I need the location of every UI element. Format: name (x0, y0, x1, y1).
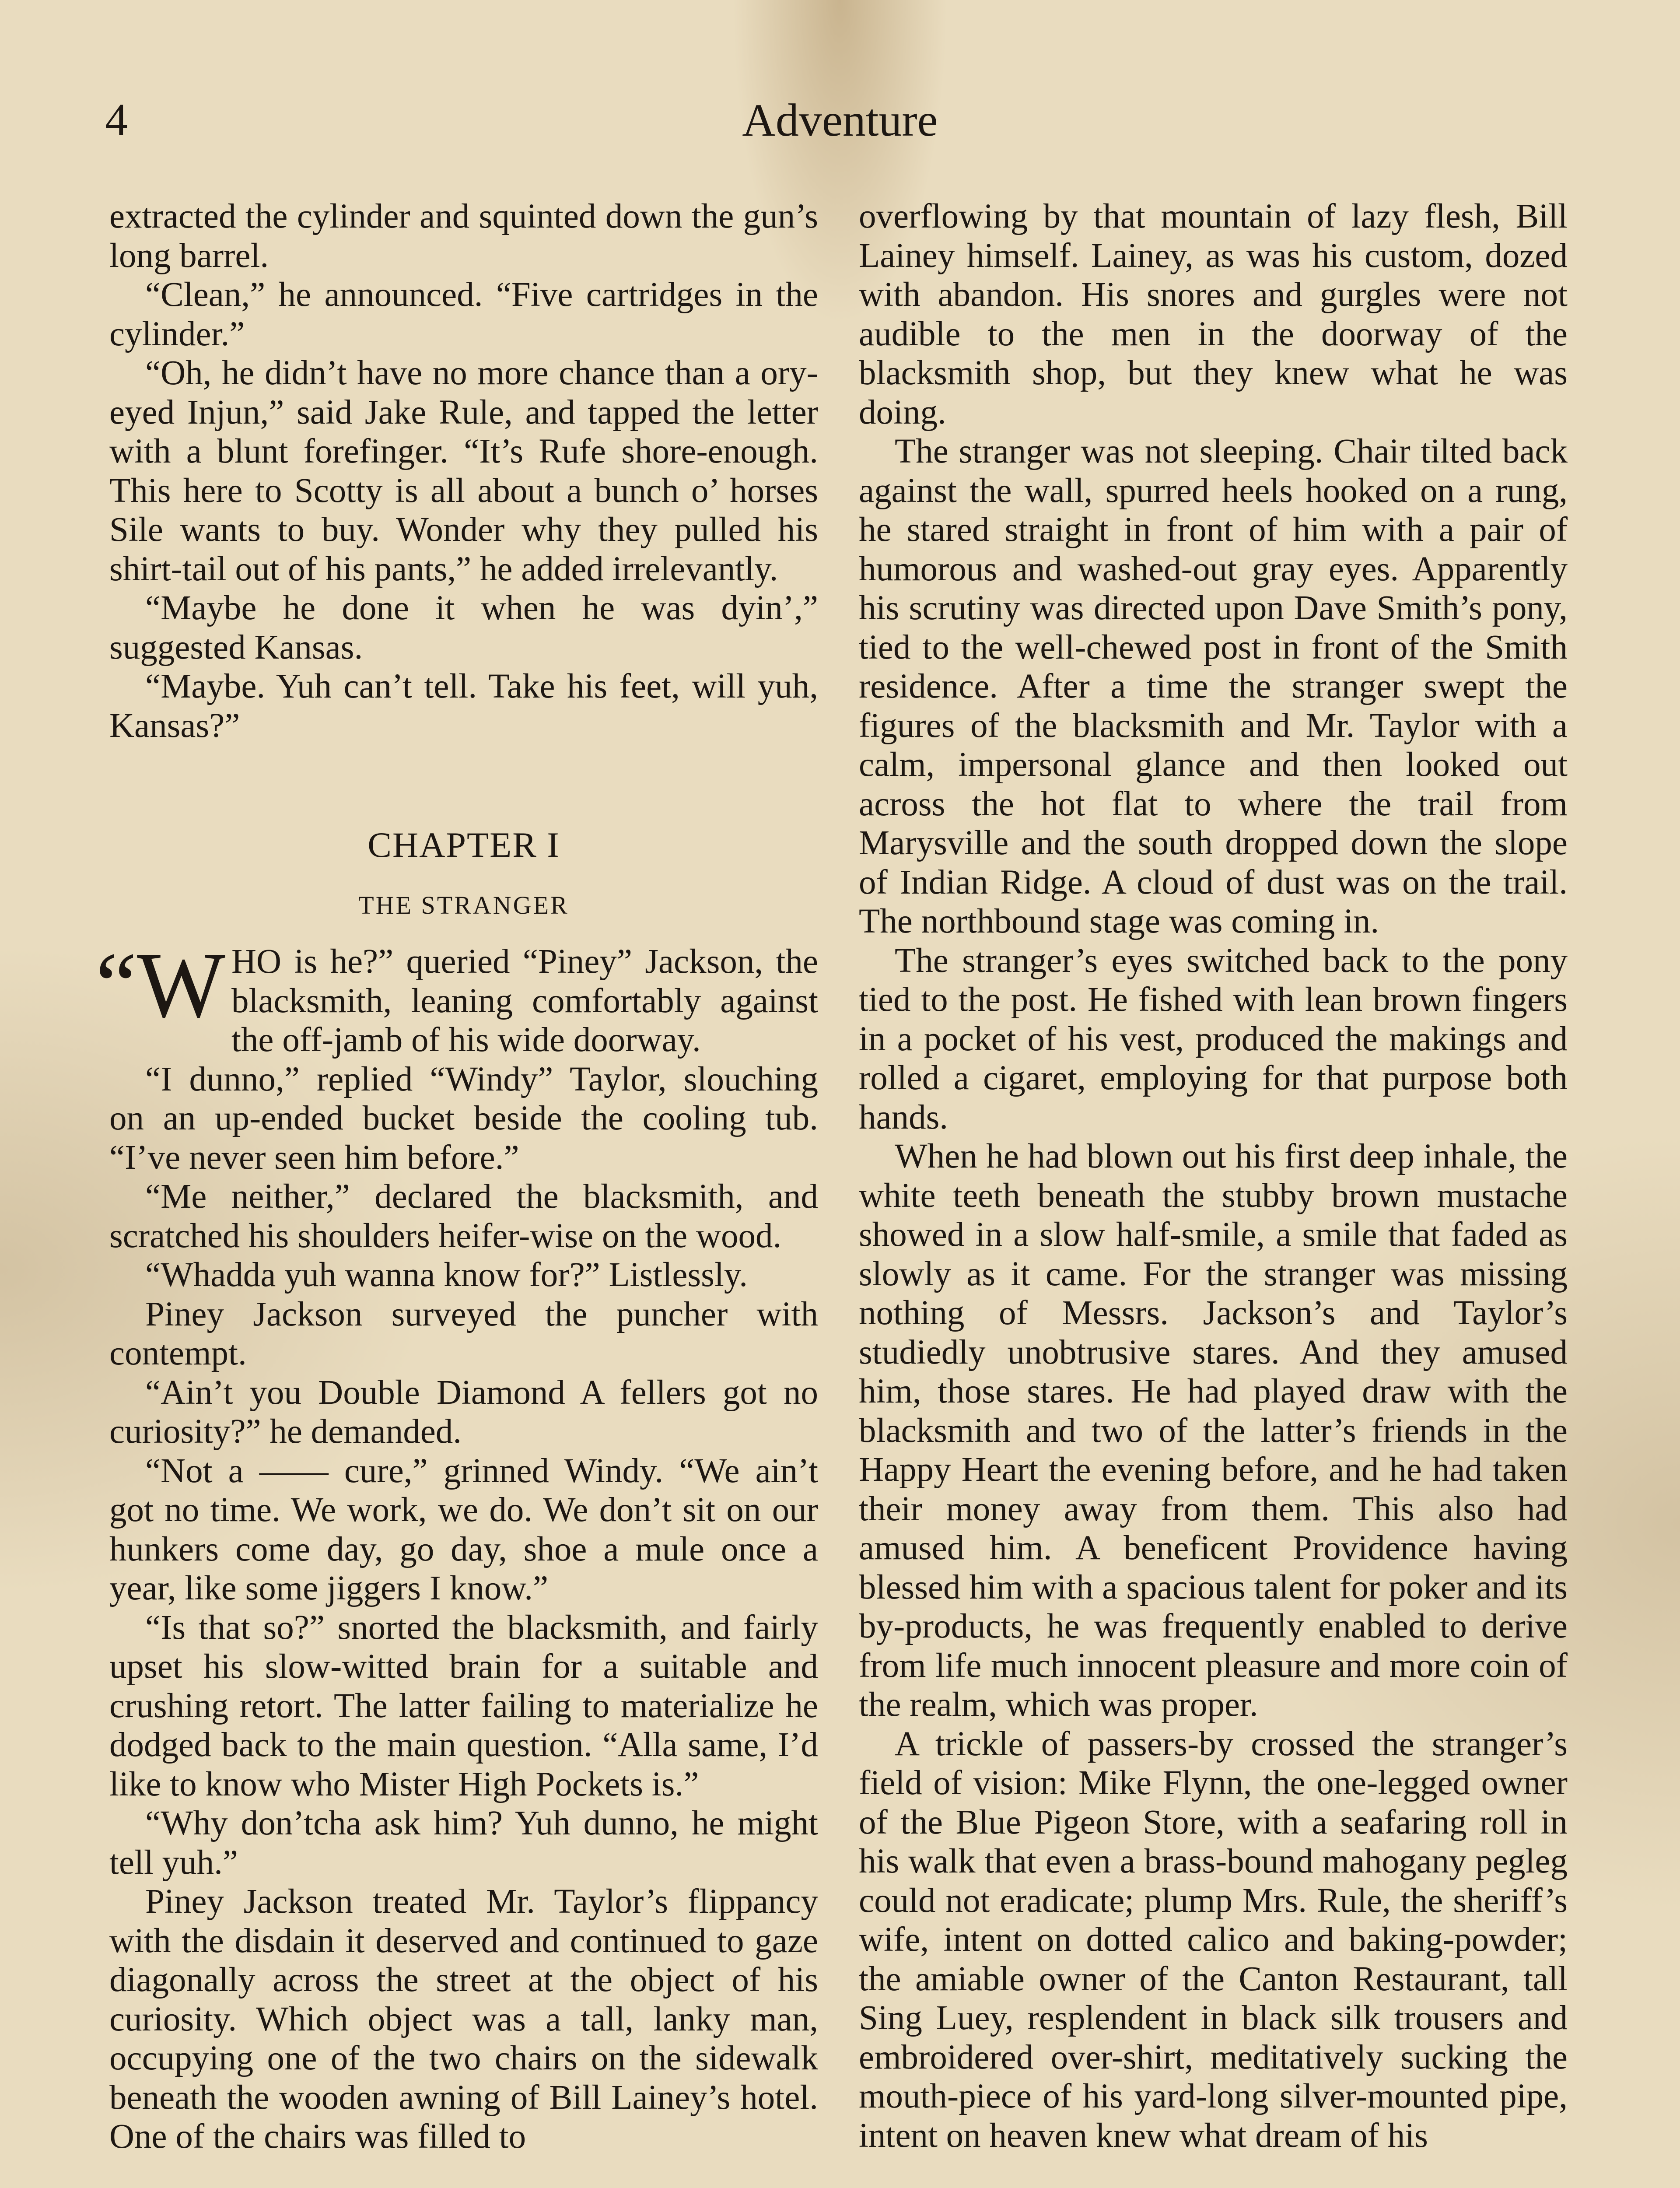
paragraph: “Not a —— cure,” grinned Windy. “We ain’t got no time. We work, we do. We don’t sit on our hunkers come day, go day, shoe a mule once a year, like some jiggers I know.” (109, 1452, 818, 1607)
page-number: 4 (105, 95, 128, 145)
paragraph: “Whadda yuh wanna know for?” Listlessly. (145, 1256, 748, 1294)
chapter-subtitle: THE STRANGER (358, 891, 569, 919)
paragraph: overflowing by that mountain of lazy flesh, Bill Lainey himself. Lainey, as was his custom, dozed with abandon. His snores and gurgles were not audible to the men in the doorway of the blacksmith shop, but they knew what he was doing. (859, 197, 1568, 431)
drop-cap-quote: “ (95, 933, 137, 1037)
running-head: Adventure (742, 95, 938, 146)
paragraph: Piney Jackson treated Mr. Taylor’s flippancy with the disdain it deserved and continued to gaze diagonally across the street at the object of his curiosity. Which object was a tall, lanky man, occupying one of the two chairs on the sidewalk beneath the wooden awning of Bill Lainey’s hotel. One of the chairs was filled to (109, 1883, 818, 2156)
paragraph: “Maybe. Yuh can’t tell. Take his feet, will yuh, Kansas?” (109, 667, 818, 745)
paragraph: The stranger’s eyes switched back to the pony tied to the post. He fished with lean brown fingers in a pocket of his vest, produced the makings and rolled a cigaret, employing for that purpose both hands. (859, 941, 1568, 1136)
chapter-title: CHAPTER I (368, 825, 560, 865)
paragraph: “Maybe he done it when he was dyin’,” suggested Kansas. (109, 589, 818, 666)
paragraph: “Me neither,” declared the blacksmith, and scratched his shoulders heifer-wise on the wood. (109, 1178, 818, 1255)
paragraph: “Ain’t you Double Diamond A fellers got no curiosity?” he demanded. (109, 1373, 818, 1451)
paragraph: “Why don’tcha ask him? Yuh dunno, he might tell yuh.” (109, 1804, 818, 1882)
opening-text: HO is he?” queried “Piney” Jackson, the blacksmith, leaning comfortably against the off-jamb of his wide doorway. (231, 943, 818, 1059)
paragraph: Piney Jackson surveyed the puncher with contempt. (109, 1295, 818, 1372)
paragraph: “I dunno,” replied “Windy” Taylor, slouching on an up-ended bucket beside the cooling tub. “I’ve never seen him before.” (109, 1060, 818, 1177)
left-column (95, 197, 818, 2156)
paragraph: extracted the cylinder and squinted down the gun’s long barrel. (109, 197, 818, 275)
paragraph: “Clean,” he announced. “Five cartridges in the cylinder.” (109, 276, 818, 353)
paragraph: A trickle of passers-by crossed the stranger’s field of vision: Mike Flynn, the one-legged owner of the Blue Pigeon Store, with a seafaring roll in his walk that even a brass-bound mahogany pegleg could not eradicate; plump Mrs. Rule, the sheriff’s wife, intent on dotted calico and baking-powder; the amiable owner of the Canton Restaurant, tall Sing Luey, resplendent in black silk trousers and embroidered over-shirt, meditatively sucking the mouth-piece of his yard-long silver-mounted pipe, intent on heaven knew what dream of his (859, 1725, 1568, 2155)
right-column (859, 197, 1568, 2155)
paragraph: “Oh, he didn’t have no more chance than a ory-eyed Injun,” said Jake Rule, and tapped the letter with a blunt forefinger. “It’s Rufe shore-enough. This here to Scotty is all about a bunch o’ horses Sile wants to buy. Wonder why they pulled his shirt-tail out of his pants,” he added irrelevantly. (109, 354, 818, 588)
paragraph: When he had blown out his first deep inhale, the white teeth beneath the stubby brown mustache showed in a slow half-smile, a smile that faded as slowly as it came. For the stranger was missing nothing of Messrs. Jackson’s and Taylor’s studiedly unobtrusive stares. And they amused him, those stares. He had played draw with the blacksmith and two of the latter’s friends in the Happy Heart the evening before, and he had taken their money away from them. This also had amused him. A beneficent Providence having blessed him with a spacious talent for poker and its by-products, he was frequently enabled to derive from life much innocent pleasure and more coin of the realm, which was proper. (859, 1137, 1568, 1724)
paragraph: The stranger was not sleeping. Chair tilted back against the wall, spurred heels hooked on a rung, he stared straight in front of him with a pair of humorous and washed-out gray eyes. Apparently his scrutiny was directed upon Dave Smith’s pony, tied to the well-chewed post in front of the Smith residence. After a time the stranger swept the figures of the blacksmith and Mr. Taylor with a calm, impersonal glance and then looked out across the hot flat to where the trail from Marysville and the south dropped down the slope of Indian Ridge. A cloud of dust was on the trail. The northbound stage was coming in. (859, 432, 1568, 940)
drop-cap-letter: W (136, 933, 225, 1037)
paragraph: “Is that so?” snorted the blacksmith, and fairly upset his slow-witted brain for a suitable and crushing retort. The latter failing to materialize he dodged back to the main question. “Alla same, I’d like to know who Mister High Pockets is.” (109, 1608, 818, 1803)
drop-cap (95, 933, 225, 1037)
chapter-opening-paragraph (95, 933, 818, 1060)
